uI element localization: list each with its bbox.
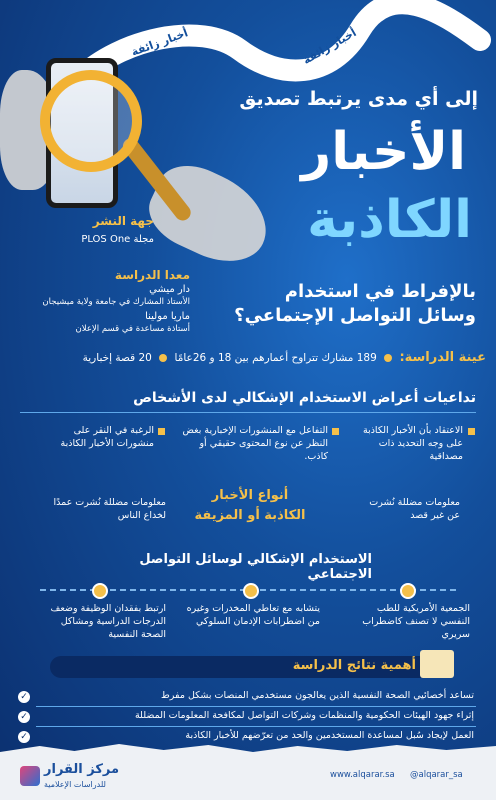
divider <box>36 726 476 727</box>
brand-logo-icon <box>20 766 40 786</box>
author-name: دار ميشي <box>149 284 190 295</box>
types-title-line-2: الكاذبة أو المزيفة <box>194 508 306 523</box>
problematic-1: الجمعية الأمريكية للطب النفسي لا تصنف كاضطراب سريري <box>362 603 470 640</box>
bullet-icon <box>159 354 167 362</box>
subtitle <box>234 280 476 328</box>
author-name: ماريا مولينا <box>145 311 190 322</box>
types-title-line-1: أنواع الأخبار <box>211 488 289 503</box>
big-title-2: الكاذبة <box>307 190 472 250</box>
sample-row <box>10 350 486 374</box>
importance-1: تساعد أخصائيي الصحة النفسية الذين يعالجون مستخدمي المنصات بشكل مفرط <box>161 690 474 701</box>
magnifier-icon <box>40 70 142 172</box>
problematic-2: يتشابه مع تعاطي المخدرات وغيره من اضطرابات الإدمان السلوكي <box>186 603 320 627</box>
bullet-icon <box>332 428 339 435</box>
check-icon: ✓ <box>18 691 30 703</box>
timeline-dot <box>243 583 259 599</box>
ribbon-text: أخبار زائفة <box>129 26 190 59</box>
sample-participants: 189 مشارك تتراوح أعمارهم بين 18 و 26عامًا <box>174 352 377 364</box>
importance-2: إثراء جهود الهيئات الحكومية والمنظمات وشركات التواصل لمكافحة المعلومات المضللة <box>134 710 474 721</box>
divider <box>20 412 476 413</box>
social-handle[interactable]: @alqarar_sa <box>410 770 463 780</box>
timeline-dot <box>400 583 416 599</box>
bullet-icon <box>158 428 165 435</box>
sample-stories: 20 قصة إخبارية <box>82 352 152 364</box>
sample-label: عينة الدراسة: <box>399 350 486 365</box>
symptom-2: التفاعل مع المنشورات الإخبارية بغض النظر عن نوع المحتوى حقيقي أو كاذب. <box>182 425 328 462</box>
symptoms-title: تداعيات أعراض الاستخدام الإشكالي لدى الأشخاص <box>133 390 476 406</box>
ribbon-text: أخبار زائفة <box>300 26 359 67</box>
check-icon: ✓ <box>18 711 30 723</box>
big-title-1: الأخبار <box>301 122 466 182</box>
importance-title: أهمية نتائج الدراسة <box>292 658 416 673</box>
website-link[interactable]: www.alqarar.sa <box>330 770 395 780</box>
author-1 <box>30 284 190 308</box>
problematic-title: الاستخدام الإشكالي لوسائل التواصل الاجتماعي <box>139 552 372 582</box>
footer <box>0 752 496 800</box>
author-role: أستاذة مساعدة في قسم الإعلان <box>75 324 190 334</box>
brand-name: مركز القرار <box>44 762 120 777</box>
brand-subtitle: للدراسات الإعلامية <box>44 780 106 789</box>
author-2 <box>30 311 190 335</box>
author-role: الأستاذ المشارك في جامعة ولاية ميشيجان <box>42 297 190 307</box>
type-intentional: معلومات مضللة نُشرت عمدًا لخداع الناس <box>53 497 166 521</box>
type-unintentional: معلومات مضللة نُشرت عن غير قصد <box>369 497 460 521</box>
document-icon <box>420 650 454 678</box>
subtitle-line-1: بالإفراط في استخدام <box>284 281 476 302</box>
check-icon: ✓ <box>18 731 30 743</box>
question-line: إلى أي مدى يرتبط تصديق <box>239 88 478 110</box>
timeline-dot <box>92 583 108 599</box>
divider <box>36 706 476 707</box>
types-title <box>180 486 320 526</box>
publisher-value: مجلة PLOS One <box>81 234 154 245</box>
subtitle-line-2: وسائل التواصل الإجتماعي؟ <box>234 305 476 326</box>
problematic-3: ارتبط بفقدان الوظيفة وضعف الدرجات الدراسية ومشاكل الصحة النفسية <box>50 603 166 640</box>
bullet-icon <box>468 428 475 435</box>
publisher-heading: جهة النشر <box>92 214 154 228</box>
bullet-icon <box>384 354 392 362</box>
symptom-1: الاعتقاد بأن الأخبار الكاذبة على وجه التحديد ذات مصداقية <box>362 425 463 462</box>
authors-heading: معدا الدراسة <box>114 268 190 282</box>
importance-3: العمل لإيجاد سُبل لمساعدة المستخدمين والحد من تعرّضهم للأخبار الكاذبة <box>185 730 474 741</box>
symptom-3: الرغبة في النقر على منشورات الأخبار الكاذبة <box>60 425 154 449</box>
